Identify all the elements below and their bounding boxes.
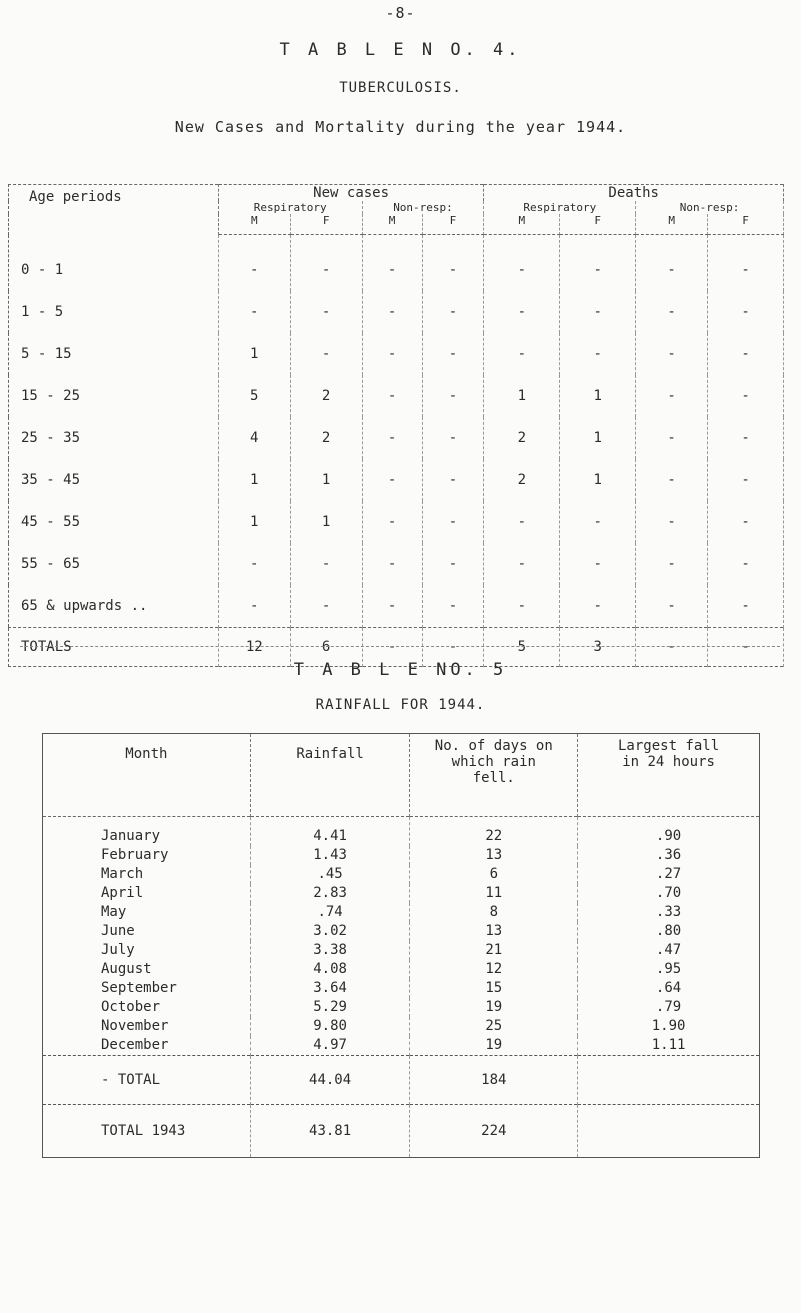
cell: 1 <box>290 459 362 501</box>
largest-fall-value: .36 <box>578 846 760 865</box>
table-row <box>43 903 760 922</box>
page-number: -8- <box>385 4 416 22</box>
rainfall-value: 4.41 <box>250 817 410 847</box>
month-name: September <box>43 979 251 998</box>
cell: - <box>560 333 636 375</box>
cell: 2 <box>484 459 560 501</box>
rain-days-value: 13 <box>410 846 578 865</box>
age-period: 0 - 1 <box>9 235 219 292</box>
cell: - <box>362 501 422 543</box>
table-row <box>43 941 760 960</box>
header-rainfall: Rainfall <box>250 734 410 817</box>
month-name: May <box>43 903 251 922</box>
rainfall-value: 4.97 <box>250 1036 410 1056</box>
cell: - <box>290 333 362 375</box>
month-name: October <box>43 998 251 1017</box>
rain-days-value: 12 <box>410 960 578 979</box>
age-period: 55 - 65 <box>9 543 219 585</box>
rain-days-value: 22 <box>410 817 578 847</box>
cell: 2 <box>290 375 362 417</box>
table-row <box>43 998 760 1017</box>
cell: - <box>362 543 422 585</box>
cell: 1 <box>218 333 290 375</box>
header-m: M <box>636 214 708 235</box>
divider <box>20 646 780 647</box>
cell: - <box>560 585 636 628</box>
header-m: M <box>484 214 560 235</box>
rainfall-value: 1.43 <box>250 846 410 865</box>
largest-fall-value: .70 <box>578 884 760 903</box>
table-row <box>9 417 784 459</box>
cell: - <box>290 291 362 333</box>
cell: - <box>636 333 708 375</box>
largest-fall-value: 1.11 <box>578 1036 760 1056</box>
table-row <box>9 501 784 543</box>
header-new-cases: New cases <box>218 185 484 202</box>
table4-title: T A B L E N O. 4. <box>279 40 522 60</box>
header-deaths-respiratory: Respiratory <box>484 201 636 214</box>
largest-fall-value: .95 <box>578 960 760 979</box>
cell: - <box>362 333 422 375</box>
month-name: December <box>43 1036 251 1056</box>
cell: 1 <box>560 375 636 417</box>
cell: - <box>290 543 362 585</box>
largest-fall-value: .79 <box>578 998 760 1017</box>
table-row <box>43 865 760 884</box>
cell: - <box>422 333 484 375</box>
age-period: 45 - 55 <box>9 501 219 543</box>
cell: 1 <box>218 459 290 501</box>
cell: 4 <box>218 417 290 459</box>
month-name: August <box>43 960 251 979</box>
totals-label: TOTALS <box>9 628 219 667</box>
cell: 1 <box>290 501 362 543</box>
cell: 1 <box>560 417 636 459</box>
rainfall-value: 3.02 <box>250 922 410 941</box>
header-f: F <box>422 214 484 235</box>
rain-days-value: 13 <box>410 922 578 941</box>
header-m: M <box>218 214 290 235</box>
cell: 5 <box>484 628 560 667</box>
rainfall-value: 3.64 <box>250 979 410 998</box>
cell: 3 <box>560 628 636 667</box>
cell: - <box>362 459 422 501</box>
cell: - <box>636 585 708 628</box>
header-new-non-respiratory: Non-resp: <box>362 201 484 214</box>
total-1943-label: TOTAL 1943 <box>43 1105 251 1158</box>
cell: - <box>484 333 560 375</box>
cell: - <box>708 235 784 292</box>
table-row <box>43 846 760 865</box>
total-1943-rainfall: 43.81 <box>250 1105 410 1158</box>
cell: - <box>484 543 560 585</box>
month-name: July <box>43 941 251 960</box>
cell: - <box>218 235 290 292</box>
largest-fall-value: 1.90 <box>578 1017 760 1036</box>
cell: - <box>708 543 784 585</box>
cell: - <box>290 585 362 628</box>
cell: - <box>636 459 708 501</box>
cell: - <box>708 291 784 333</box>
cell <box>578 1105 760 1158</box>
cell: - <box>422 501 484 543</box>
cell: - <box>362 375 422 417</box>
largest-fall-value: .90 <box>578 817 760 847</box>
cell: - <box>422 291 484 333</box>
cell: - <box>708 333 784 375</box>
cell: 6 <box>290 628 362 667</box>
total-rainfall: 44.04 <box>250 1056 410 1105</box>
header-month: Month <box>43 734 251 817</box>
table-row <box>9 459 784 501</box>
cell: 1 <box>218 501 290 543</box>
age-period: 65 & upwards .. <box>9 585 219 628</box>
largest-fall-value: .27 <box>578 865 760 884</box>
cell: - <box>422 375 484 417</box>
total-1943-days: 224 <box>410 1105 578 1158</box>
table-row <box>9 543 784 585</box>
rain-days-value: 11 <box>410 884 578 903</box>
cell: - <box>560 291 636 333</box>
header-f: F <box>560 214 636 235</box>
cell: - <box>636 543 708 585</box>
cell: - <box>484 291 560 333</box>
rainfall-value: 5.29 <box>250 998 410 1017</box>
rainfall-value: 9.80 <box>250 1017 410 1036</box>
rain-days-value: 15 <box>410 979 578 998</box>
cell: - <box>636 375 708 417</box>
largest-fall-value: .33 <box>578 903 760 922</box>
cell: 1 <box>484 375 560 417</box>
cell: - <box>422 628 484 667</box>
rainfall-table <box>42 733 760 1158</box>
cell: - <box>362 235 422 292</box>
header-deaths-non-respiratory: Non-resp: <box>636 201 784 214</box>
table-row <box>9 291 784 333</box>
header-new-respiratory: Respiratory <box>218 201 362 214</box>
total-days: 184 <box>410 1056 578 1105</box>
age-period: 1 - 5 <box>9 291 219 333</box>
age-period: 15 - 25 <box>9 375 219 417</box>
cell: - <box>560 235 636 292</box>
table-row <box>43 960 760 979</box>
age-period: 5 - 15 <box>9 333 219 375</box>
table-row <box>9 585 784 628</box>
month-name: April <box>43 884 251 903</box>
cell: 12 <box>218 628 290 667</box>
month-name: November <box>43 1017 251 1036</box>
header-f: F <box>290 214 362 235</box>
table4-subtitle: TUBERCULOSIS. <box>339 80 462 96</box>
cell: - <box>422 235 484 292</box>
age-period: 35 - 45 <box>9 459 219 501</box>
rain-days-value: 21 <box>410 941 578 960</box>
rain-days-value: 25 <box>410 1017 578 1036</box>
cell: - <box>560 501 636 543</box>
rainfall-value: 3.38 <box>250 941 410 960</box>
table-row <box>43 817 760 847</box>
table-row <box>43 922 760 941</box>
rainfall-value: 4.08 <box>250 960 410 979</box>
cell: - <box>218 585 290 628</box>
cell: - <box>708 375 784 417</box>
cell: - <box>560 543 636 585</box>
cell: - <box>218 543 290 585</box>
cell: - <box>636 417 708 459</box>
largest-fall-value: .47 <box>578 941 760 960</box>
month-name: January <box>43 817 251 847</box>
header-days: No. of days on which rain fell. <box>410 734 578 817</box>
table-row <box>43 979 760 998</box>
total-row <box>43 1056 760 1105</box>
rainfall-value: 2.83 <box>250 884 410 903</box>
cell <box>578 1056 760 1105</box>
cell: - <box>484 501 560 543</box>
header-age-periods: Age periods <box>9 185 219 235</box>
table-row <box>43 1036 760 1056</box>
table4-caption: New Cases and Mortality during the year 1944. <box>174 118 627 136</box>
table-row <box>9 235 784 292</box>
total-1943-row <box>43 1105 760 1158</box>
table-row <box>9 375 784 417</box>
cell: - <box>422 585 484 628</box>
cell: 5 <box>218 375 290 417</box>
cell: - <box>484 585 560 628</box>
cell: - <box>362 291 422 333</box>
total-label: - TOTAL <box>43 1056 251 1105</box>
cell: - <box>708 501 784 543</box>
header-deaths: Deaths <box>484 185 784 202</box>
cell: - <box>422 459 484 501</box>
cell: - <box>708 459 784 501</box>
cell: 2 <box>290 417 362 459</box>
header-m: M <box>362 214 422 235</box>
table5-subtitle: RAINFALL FOR 1944. <box>315 697 486 713</box>
cell: - <box>290 235 362 292</box>
rainfall-value: .45 <box>250 865 410 884</box>
age-period: 25 - 35 <box>9 417 219 459</box>
cell: - <box>708 417 784 459</box>
rain-days-value: 6 <box>410 865 578 884</box>
cell: - <box>636 628 708 667</box>
table-row <box>43 1017 760 1036</box>
table-row <box>9 333 784 375</box>
cell: - <box>362 628 422 667</box>
cell: - <box>422 417 484 459</box>
cell: - <box>422 543 484 585</box>
cell: - <box>708 585 784 628</box>
table5-title: T A B L E NO. 5 <box>293 660 508 680</box>
rain-days-value: 8 <box>410 903 578 922</box>
month-name: June <box>43 922 251 941</box>
rain-days-value: 19 <box>410 1036 578 1056</box>
largest-fall-value: .80 <box>578 922 760 941</box>
tuberculosis-table <box>8 184 784 667</box>
cell: - <box>708 628 784 667</box>
cell: 2 <box>484 417 560 459</box>
cell: - <box>636 291 708 333</box>
month-name: February <box>43 846 251 865</box>
cell: - <box>484 235 560 292</box>
cell: - <box>636 501 708 543</box>
cell: - <box>362 417 422 459</box>
rain-days-value: 19 <box>410 998 578 1017</box>
header-f: F <box>708 214 784 235</box>
header-largest: Largest fall in 24 hours <box>578 734 760 817</box>
cell: 1 <box>560 459 636 501</box>
month-name: March <box>43 865 251 884</box>
rainfall-value: .74 <box>250 903 410 922</box>
table-row <box>43 884 760 903</box>
cell: - <box>636 235 708 292</box>
cell: - <box>362 585 422 628</box>
largest-fall-value: .64 <box>578 979 760 998</box>
cell: - <box>218 291 290 333</box>
